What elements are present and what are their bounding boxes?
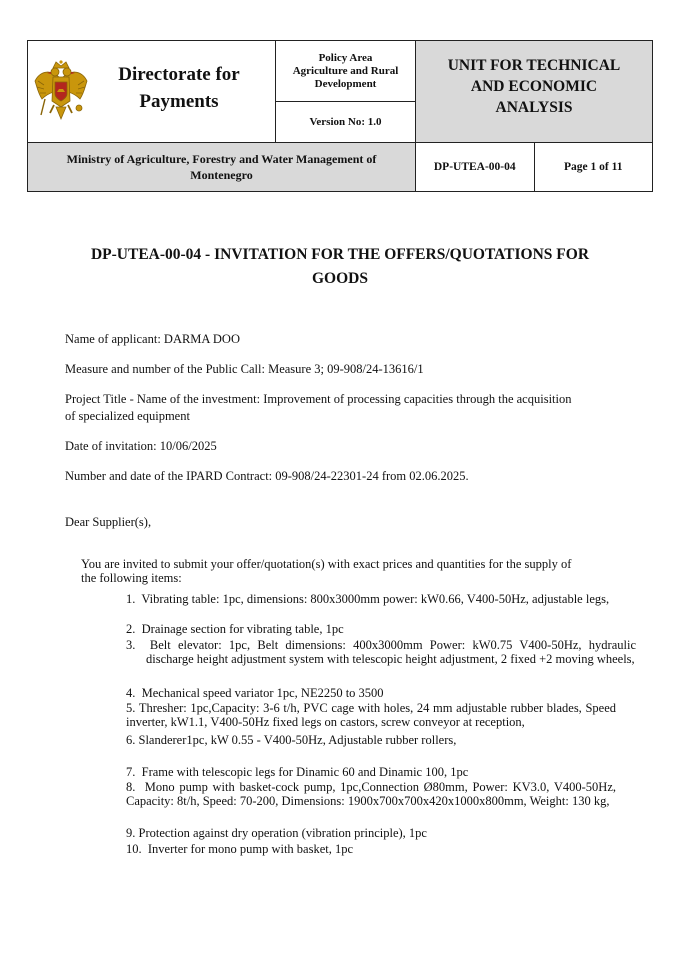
item-text: Drainage section for vibrating table, 1pc — [141, 622, 344, 636]
item-text: Frame with telescopic legs for Dinamic 60 and Dinamic 100, 1pc — [141, 765, 469, 779]
document-header — [27, 40, 653, 192]
list-item — [126, 826, 616, 840]
unit-line3: ANALYSIS — [495, 99, 573, 116]
list-item — [126, 638, 636, 666]
organization-cell — [28, 41, 276, 143]
item-number: 7. — [126, 765, 136, 779]
ipard-contract: Number and date of the IPARD Contract: 09-908/24-22301-24 from 02.06.2025. — [65, 469, 469, 483]
item-text: Belt elevator: 1pc, Belt dimensions: 400x3000mm Power: kW0.75 V400-50Hz, hydraulic discharge height adjustment system with telescopic height adjustment, 2 fixed +2 moving wheels, — [146, 638, 636, 666]
unit-line1: UNIT FOR TECHNICAL — [447, 57, 621, 74]
list-item — [126, 780, 616, 808]
unit-line2: AND ECONOMIC — [470, 78, 598, 95]
item-number: 6. — [126, 733, 136, 747]
applicant-name: Name of applicant: DARMA DOO — [65, 332, 240, 346]
item-text: Protection against dry operation (vibration principle), 1pc — [138, 826, 427, 840]
organization-name — [94, 61, 264, 115]
unit-cell — [416, 41, 653, 143]
project-title-line1: Project Title - Name of the investment: Improvement of processing capacities through the acquisition — [65, 392, 572, 406]
item-number: 4. — [126, 686, 136, 700]
item-text: Slanderer1pc, kW 0.55 - V400-50Hz, Adjustable rubber rollers, — [138, 733, 457, 747]
public-call-measure: Measure and number of the Public Call: Measure 3; 09-908/24-13616/1 — [65, 362, 424, 376]
project-title-line2: of specialized equipment — [65, 409, 190, 423]
policy-area-line1: Policy Area — [318, 51, 373, 64]
document-title — [60, 243, 620, 291]
item-number: 9. — [126, 826, 136, 840]
item-number: 3. — [126, 638, 136, 652]
organization-name-line2: Payments — [139, 91, 219, 112]
list-item — [126, 842, 616, 856]
version-number: Version No: 1.0 — [309, 116, 382, 128]
list-item — [126, 733, 616, 747]
list-item — [126, 765, 616, 779]
ministry-cell — [28, 143, 416, 192]
ministry-line1: Ministry of Agriculture, Forestry and Water Management of — [66, 152, 377, 166]
policy-area-cell — [276, 41, 416, 102]
doc-code: DP-UTEA-00-04 — [433, 161, 516, 173]
intro-line1: You are invited to submit your offer/quotation(s) with exact prices and quantities for the supply of — [81, 557, 572, 571]
montenegro-coat-of-arms-icon — [32, 59, 90, 123]
list-item — [126, 686, 636, 700]
item-number: 10. — [126, 842, 142, 856]
salutation: Dear Supplier(s), — [65, 515, 152, 529]
policy-area-line2: Agriculture and Rural — [292, 64, 399, 77]
item-text: Mechanical speed variator 1pc, NE2250 to 3500 — [141, 686, 384, 700]
list-item — [126, 701, 616, 729]
item-text: Mono pump with basket-cock pump, 1pc,Connection Ø80mm, Power: KV3.0, V400-50Hz, Capacity: 8t/h, Speed: 70-200, Dimensions: 1900x700x700x420x1000x800mm, Weight: 130 kg, — [126, 780, 616, 808]
doc-code-cell — [416, 143, 535, 192]
list-item — [126, 622, 636, 636]
ministry-line2: Montenegro — [190, 168, 253, 182]
document-title-line2: GOODS — [312, 270, 368, 287]
page-number-cell — [534, 143, 653, 192]
item-number: 1. — [126, 592, 136, 606]
invitation-intro — [81, 557, 621, 585]
item-number: 2. — [126, 622, 136, 636]
organization-name-line1: Directorate for — [118, 64, 240, 85]
item-text: Thresher: 1pc,Capacity: 3-6 t/h, PVC cage with holes, 24 mm adjustable rubber blades, Speed inverter, kW1.1, V400-50Hz fixed legs on castors, screw conveyor at reception, — [126, 701, 617, 729]
version-cell — [276, 102, 416, 143]
intro-line2: the following items: — [81, 571, 182, 585]
item-text: Vibrating table: 1pc, dimensions: 800x3000mm power: kW0.66, V400-50Hz, adjustable legs, — [141, 592, 610, 606]
item-number: 5. — [126, 701, 136, 715]
policy-area-line3: Development — [314, 77, 377, 90]
document-title-line1: DP-UTEA-00-04 - INVITATION FOR THE OFFERS/QUOTATIONS FOR — [90, 246, 590, 263]
invitation-date: Date of invitation: 10/06/2025 — [65, 439, 217, 453]
item-number: 8. — [126, 780, 136, 794]
project-title — [65, 391, 625, 425]
list-item — [126, 592, 636, 606]
page-number: Page 1 of 11 — [564, 161, 623, 173]
item-text: Inverter for mono pump with basket, 1pc — [147, 842, 354, 856]
